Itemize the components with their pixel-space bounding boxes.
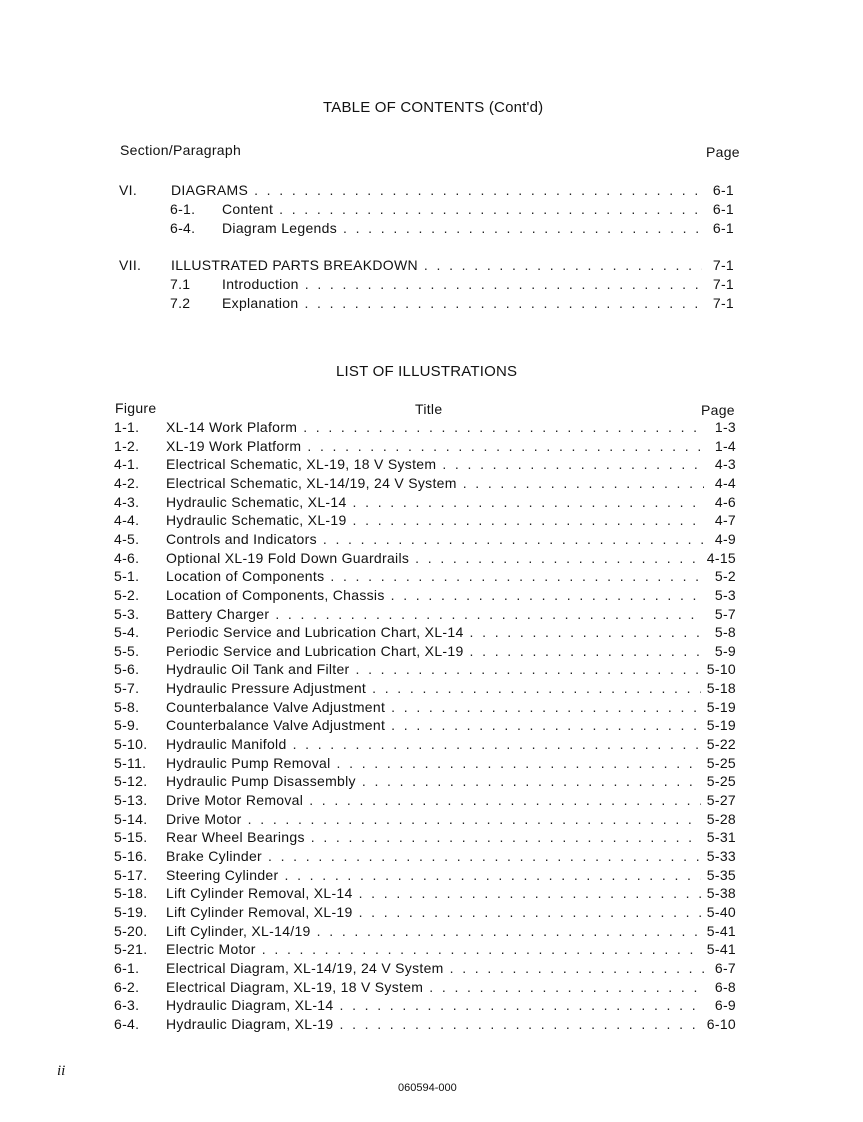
figure-title: Periodic Service and Lubrication Chart, XL-14 — [166, 624, 464, 640]
figure-title: XL-19 Work Platform — [166, 438, 302, 454]
figure-number: 4-6. — [114, 550, 140, 566]
illustration-entry — [166, 848, 736, 864]
figure-page: 6-7 — [714, 960, 736, 976]
figure-title: Controls and Indicators — [166, 531, 317, 547]
leader-dots — [309, 792, 701, 808]
illustration-entry — [166, 587, 736, 603]
figure-page: 5-33 — [706, 848, 736, 864]
leader-dots — [311, 829, 701, 845]
figure-number: 5-2. — [114, 587, 140, 603]
figure-title: Hydraulic Oil Tank and Filter — [166, 661, 350, 677]
illustrations-title: LIST OF ILLUSTRATIONS — [336, 363, 518, 380]
toc-paragraph-page: 6-1 — [712, 201, 734, 217]
illustration-entry — [166, 531, 736, 547]
leader-dots — [372, 680, 701, 696]
leader-dots — [415, 550, 701, 566]
leader-dots — [275, 606, 704, 622]
figure-number: 4-5. — [114, 531, 140, 547]
figure-title: Periodic Service and Lubrication Chart, XL-19 — [166, 643, 464, 659]
leader-dots — [304, 295, 702, 311]
toc-section-entry — [171, 182, 734, 198]
leader-dots — [268, 848, 701, 864]
leader-dots — [293, 736, 701, 752]
figure-title: Hydraulic Schematic, XL-19 — [166, 512, 347, 528]
figure-page: 5-18 — [706, 680, 736, 696]
figure-number: 5-6. — [114, 661, 140, 677]
leader-dots — [362, 773, 701, 789]
leader-dots — [262, 941, 701, 957]
toc-paragraph-entry — [222, 276, 734, 292]
figure-page: 5-38 — [706, 885, 736, 901]
figure-title: XL-14 Work Plaform — [166, 419, 298, 435]
figure-title: Battery Charger — [166, 606, 270, 622]
leader-dots — [429, 979, 704, 995]
figure-number: 6-4. — [114, 1016, 140, 1032]
leader-dots — [359, 885, 701, 901]
figure-number: 5-4. — [114, 624, 140, 640]
leader-dots — [323, 531, 704, 547]
illustration-entry — [166, 1016, 736, 1032]
figure-page: 5-19 — [706, 717, 736, 733]
toc-title: TABLE OF CONTENTS (Cont'd) — [323, 99, 544, 116]
figure-number: 5-11. — [114, 755, 147, 771]
figure-title: Hydraulic Manifold — [166, 736, 287, 752]
leader-dots — [391, 717, 701, 733]
toc-section-entry — [171, 257, 734, 273]
toc-paragraph-page: 7-1 — [712, 295, 734, 311]
figure-page: 6-10 — [706, 1016, 736, 1032]
leader-dots — [442, 456, 704, 472]
leader-dots — [330, 568, 704, 584]
figure-title: Lift Cylinder Removal, XL-14 — [166, 885, 353, 901]
illustration-entry — [166, 792, 736, 808]
figure-page: 5-9 — [714, 643, 736, 659]
leader-dots — [356, 661, 701, 677]
page-mark: ii — [57, 1063, 66, 1079]
figure-number: 4-2. — [114, 475, 140, 491]
toc-paragraph-entry — [222, 201, 734, 217]
figure-title: Hydraulic Pressure Adjustment — [166, 680, 367, 696]
figure-page: 5-8 — [714, 624, 736, 640]
figure-number: 5-8. — [114, 699, 140, 715]
figure-number: 5-3. — [114, 606, 140, 622]
leader-dots — [463, 475, 704, 491]
figure-title: Counterbalance Valve Adjustment — [166, 699, 386, 715]
leader-dots — [279, 201, 702, 217]
figure-title: Electrical Diagram, XL-14/19, 24 V System — [166, 960, 444, 976]
toc-paragraph-label: Explanation — [222, 295, 299, 311]
figure-number: 5-1. — [114, 568, 140, 584]
illustration-entry — [166, 680, 736, 696]
figure-page: 4-6 — [714, 494, 736, 510]
figure-page: 5-10 — [706, 661, 736, 677]
toc-section-page: 6-1 — [712, 182, 734, 198]
illustration-entry — [166, 456, 736, 472]
toc-paragraph-page: 6-1 — [712, 220, 734, 236]
leader-dots — [317, 923, 701, 939]
leader-dots — [353, 512, 704, 528]
figure-page: 4-15 — [706, 550, 736, 566]
figure-title: Steering Cylinder — [166, 867, 279, 883]
figure-page: 5-41 — [706, 941, 736, 957]
figure-title: Hydraulic Schematic, XL-14 — [166, 494, 347, 510]
figure-title: Electric Motor — [166, 941, 256, 957]
figure-title: Electrical Schematic, XL-14/19, 24 V System — [166, 475, 457, 491]
figure-page: 1-4 — [714, 438, 736, 454]
toc-paragraph-number: 6-4. — [170, 220, 196, 236]
figure-title: Drive Motor — [166, 811, 242, 827]
illustrations-page-header: Page — [701, 402, 735, 418]
toc-section-label: ILLUSTRATED PARTS BREAKDOWN — [171, 257, 418, 273]
leader-dots — [337, 755, 701, 771]
figure-number: 5-13. — [114, 792, 148, 808]
figure-page: 5-25 — [706, 755, 736, 771]
figure-page: 1-3 — [714, 419, 736, 435]
figure-number: 5-5. — [114, 643, 140, 659]
figure-title: Hydraulic Pump Disassembly — [166, 773, 356, 789]
leader-dots — [470, 624, 704, 640]
leader-dots — [305, 276, 702, 292]
figure-number: 5-12. — [114, 773, 148, 789]
illustration-entry — [166, 643, 736, 659]
toc-paragraph-page: 7-1 — [712, 276, 734, 292]
leader-dots — [285, 867, 701, 883]
figure-page: 4-9 — [714, 531, 736, 547]
figure-title: Hydraulic Diagram, XL-19 — [166, 1016, 334, 1032]
figure-number: 5-21. — [114, 941, 148, 957]
figure-number: 5-18. — [114, 885, 148, 901]
toc-paragraph-number: 7.1 — [170, 276, 191, 292]
illustration-entry — [166, 736, 736, 752]
leader-dots — [343, 220, 702, 236]
illustration-entry — [166, 885, 736, 901]
toc-section-header: Section/Paragraph — [120, 142, 242, 158]
figure-number: 5-16. — [114, 848, 148, 864]
figure-page: 5-22 — [706, 736, 736, 752]
figure-page: 5-40 — [706, 904, 736, 920]
illustrations-figure-header: Figure — [115, 400, 157, 416]
figure-title: Hydraulic Pump Removal — [166, 755, 331, 771]
figure-number: 5-7. — [114, 680, 140, 696]
illustration-entry — [166, 829, 736, 845]
figure-title: Lift Cylinder Removal, XL-19 — [166, 904, 353, 920]
leader-dots — [353, 494, 704, 510]
toc-paragraph-entry — [222, 295, 734, 311]
figure-number: 6-1. — [114, 960, 140, 976]
illustration-entry — [166, 624, 736, 640]
figure-page: 6-9 — [714, 997, 736, 1013]
figure-page: 5-31 — [706, 829, 736, 845]
toc-section-number: VII. — [119, 257, 142, 273]
figure-title: Optional XL-19 Fold Down Guardrails — [166, 550, 410, 566]
leader-dots — [339, 1016, 700, 1032]
figure-number: 1-2. — [114, 438, 140, 454]
leader-dots — [248, 811, 701, 827]
illustration-entry — [166, 661, 736, 677]
figure-number: 5-20. — [114, 923, 148, 939]
figure-number: 4-1. — [114, 456, 140, 472]
toc-paragraph-label: Introduction — [222, 276, 299, 292]
figure-title: Drive Motor Removal — [166, 792, 304, 808]
leader-dots — [424, 257, 702, 273]
illustration-entry — [166, 755, 736, 771]
document-number: 060594-000 — [398, 1082, 457, 1094]
figure-page: 5-19 — [706, 699, 736, 715]
toc-paragraph-label: Diagram Legends — [222, 220, 338, 236]
figure-page: 4-4 — [714, 475, 736, 491]
figure-title: Electrical Schematic, XL-19, 18 V System — [166, 456, 437, 472]
illustration-entry — [166, 960, 736, 976]
toc-page-header: Page — [706, 144, 740, 160]
figure-number: 5-9. — [114, 717, 140, 733]
toc-section-label: DIAGRAMS — [171, 182, 249, 198]
illustration-entry — [166, 699, 736, 715]
figure-page: 5-2 — [714, 568, 736, 584]
toc-paragraph-number: 7.2 — [170, 295, 191, 311]
figure-page: 5-27 — [706, 792, 736, 808]
figure-number: 4-4. — [114, 512, 140, 528]
leader-dots — [359, 904, 701, 920]
illustration-entry — [166, 997, 736, 1013]
figure-number: 5-14. — [114, 811, 148, 827]
leader-dots — [254, 182, 702, 198]
figure-title: Location of Components, Chassis — [166, 587, 385, 603]
illustration-entry — [166, 979, 736, 995]
figure-number: 5-10. — [114, 736, 148, 752]
toc-paragraph-number: 6-1. — [170, 201, 196, 217]
leader-dots — [391, 587, 704, 603]
figure-page: 4-3 — [714, 456, 736, 472]
toc-paragraph-label: Content — [222, 201, 274, 217]
figure-title: Location of Components — [166, 568, 325, 584]
figure-title: Brake Cylinder — [166, 848, 263, 864]
illustration-entry — [166, 494, 736, 510]
figure-page: 5-25 — [706, 773, 736, 789]
leader-dots — [303, 419, 704, 435]
illustration-entry — [166, 923, 736, 939]
illustration-entry — [166, 568, 736, 584]
figure-page: 5-41 — [706, 923, 736, 939]
figure-number: 5-19. — [114, 904, 148, 920]
illustration-entry — [166, 419, 736, 435]
illustration-entry — [166, 773, 736, 789]
leader-dots — [339, 997, 704, 1013]
toc-paragraph-entry — [222, 220, 734, 236]
figure-title: Hydraulic Diagram, XL-14 — [166, 997, 334, 1013]
leader-dots — [391, 699, 701, 715]
illustration-entry — [166, 941, 736, 957]
figure-page: 5-3 — [714, 587, 736, 603]
figure-title: Counterbalance Valve Adjustment — [166, 717, 386, 733]
illustration-entry — [166, 811, 736, 827]
illustration-entry — [166, 867, 736, 883]
figure-page: 5-28 — [706, 811, 736, 827]
illustration-entry — [166, 550, 736, 566]
illustration-entry — [166, 475, 736, 491]
illustrations-title-header: Title — [415, 401, 443, 417]
figure-page: 5-35 — [706, 867, 736, 883]
figure-page: 6-8 — [714, 979, 736, 995]
leader-dots — [450, 960, 704, 976]
illustration-entry — [166, 438, 736, 454]
toc-section-number: VI. — [119, 182, 138, 198]
figure-page: 5-7 — [714, 606, 736, 622]
figure-title: Lift Cylinder, XL-14/19 — [166, 923, 311, 939]
illustration-entry — [166, 717, 736, 733]
figure-title: Rear Wheel Bearings — [166, 829, 305, 845]
figure-title: Electrical Diagram, XL-19, 18 V System — [166, 979, 424, 995]
figure-number: 1-1. — [114, 419, 140, 435]
figure-page: 4-7 — [714, 512, 736, 528]
leader-dots — [470, 643, 704, 659]
figure-number: 6-3. — [114, 997, 140, 1013]
figure-number: 5-15. — [114, 829, 148, 845]
illustration-entry — [166, 606, 736, 622]
illustration-entry — [166, 904, 736, 920]
toc-section-page: 7-1 — [712, 257, 734, 273]
figure-number: 5-17. — [114, 867, 148, 883]
illustration-entry — [166, 512, 736, 528]
leader-dots — [307, 438, 704, 454]
figure-number: 4-3. — [114, 494, 140, 510]
figure-number: 6-2. — [114, 979, 140, 995]
